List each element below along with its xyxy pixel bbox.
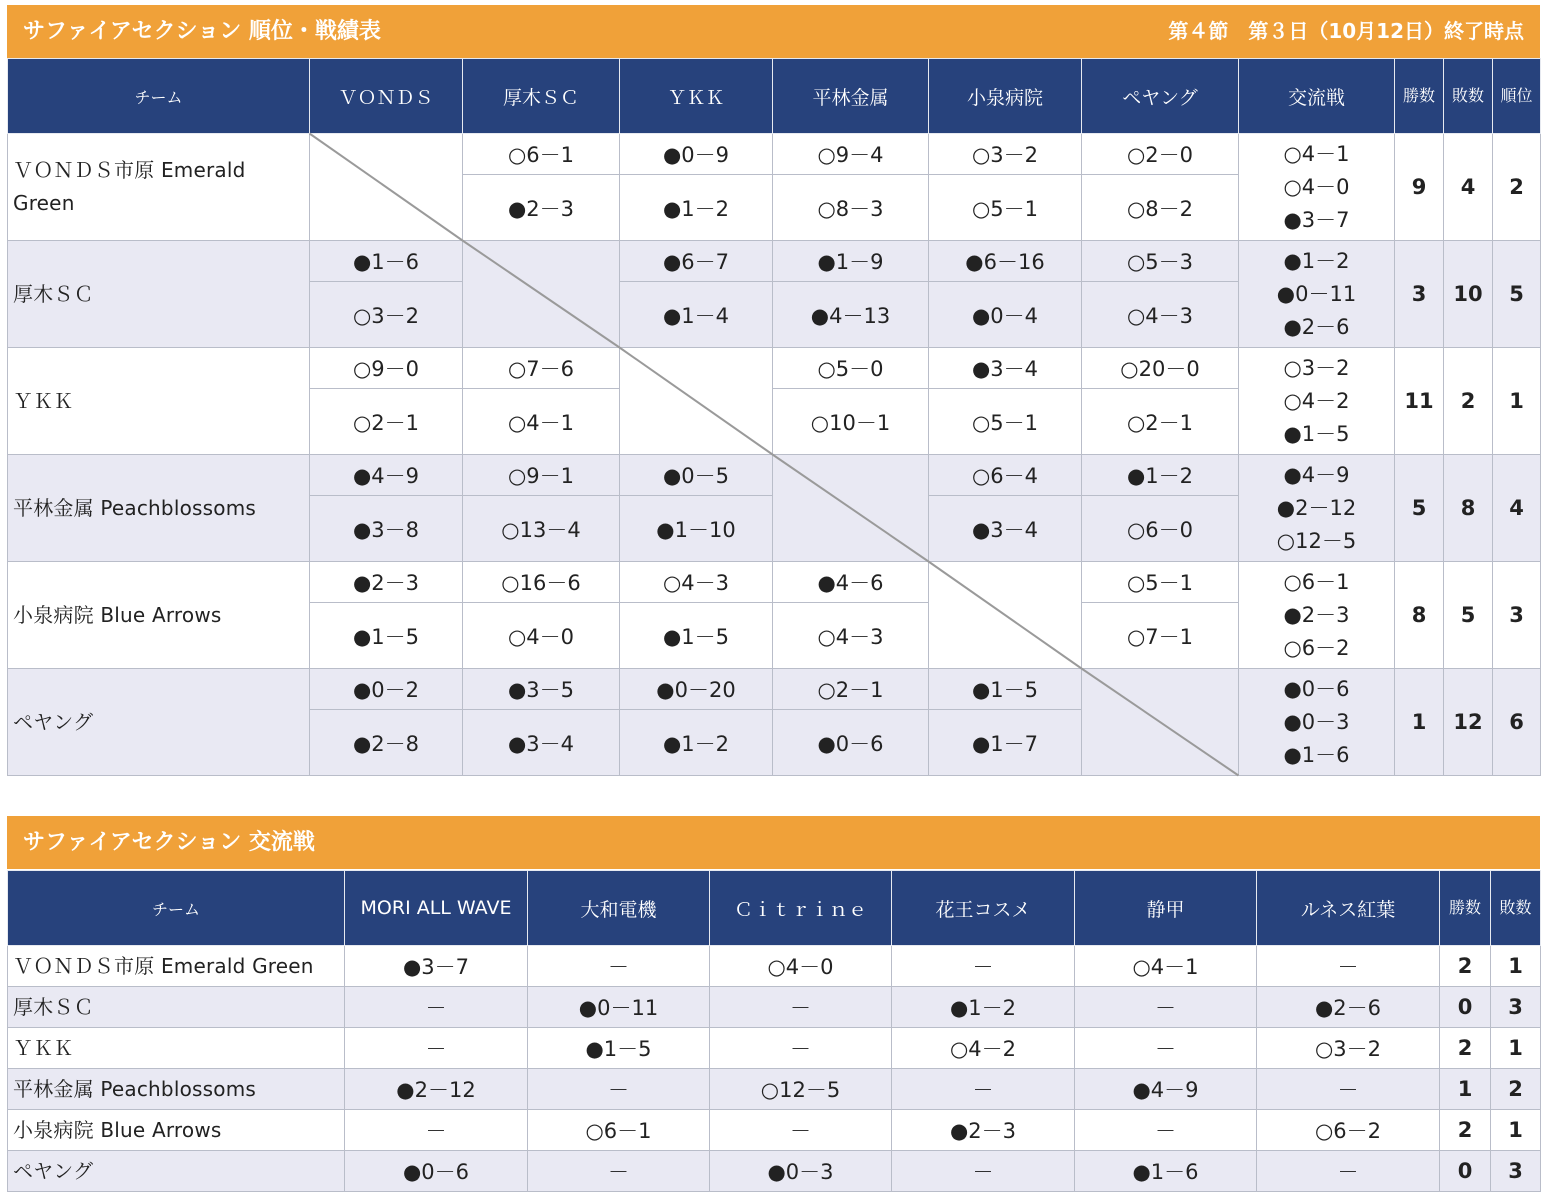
team-name: ペヤング — [8, 1151, 345, 1192]
interleague-results: ●4－9 ●2－12 ○12－5 — [1239, 455, 1395, 562]
losses-count: 2 — [1491, 1069, 1541, 1110]
interleague-results: ●0－6 ●0－3 ●1－6 — [1239, 669, 1395, 776]
game-result: － — [710, 987, 892, 1028]
standings-row — [8, 455, 1541, 496]
game-result: － — [710, 1028, 892, 1069]
game-result: ●1－7 — [929, 710, 1082, 776]
rank-count: 5 — [1493, 241, 1541, 348]
game-result: ○5－0 — [773, 348, 929, 389]
header-team: チーム — [8, 59, 310, 134]
header-rank: 順位 — [1493, 59, 1541, 134]
diagonal-cell — [620, 348, 773, 455]
game-result: ○13－4 — [463, 496, 620, 562]
standings-row — [8, 562, 1541, 603]
game-result: ●0－2 — [310, 669, 463, 710]
game-result: ○4－0 — [710, 946, 892, 987]
game-result: ●2－6 — [1257, 987, 1440, 1028]
game-result: ○2－1 — [773, 669, 929, 710]
interleague-row — [8, 1028, 1541, 1069]
diagonal-cell — [773, 455, 929, 562]
game-result: ●2－3 — [463, 175, 620, 241]
interleague-results: ○3－2 ○4－2 ●1－5 — [1239, 348, 1395, 455]
game-result: － — [1075, 1110, 1257, 1151]
game-result: ●1－2 — [892, 987, 1075, 1028]
team-name: ＶＯＮＤＳ市原 Emerald Green — [8, 134, 310, 241]
wins-count: 0 — [1440, 1151, 1491, 1192]
game-result: ○12－5 — [710, 1069, 892, 1110]
game-result: ●1－5 — [929, 669, 1082, 710]
standings-table — [7, 58, 1541, 776]
header-opponent: 大和電機 — [528, 871, 710, 946]
game-result: － — [528, 1069, 710, 1110]
game-result: ●0－5 — [620, 455, 773, 496]
wins-count: 11 — [1395, 348, 1444, 455]
wins-count: 9 — [1395, 134, 1444, 241]
game-result: ○5－3 — [1082, 241, 1239, 282]
team-name: 平林金属 Peachblossoms — [8, 1069, 345, 1110]
wins-count: 2 — [1440, 1110, 1491, 1151]
game-result: ●0－4 — [929, 282, 1082, 348]
game-result: ○8－2 — [1082, 175, 1239, 241]
game-result: － — [528, 946, 710, 987]
diagonal-cell — [1082, 669, 1239, 776]
header-losses: 敗数 — [1444, 59, 1493, 134]
wins-count: 0 — [1440, 987, 1491, 1028]
wins-count: 5 — [1395, 455, 1444, 562]
standings-status: 第４節 第３日（10月12日）終了時点 — [1168, 19, 1524, 43]
game-result: ●3－5 — [463, 669, 620, 710]
game-result: ○3－2 — [310, 282, 463, 348]
team-name: ＹＫＫ — [8, 348, 310, 455]
game-result: ○5－1 — [1082, 562, 1239, 603]
game-result: ○7－1 — [1082, 603, 1239, 669]
standings-title: サファイアセクション 順位・戦績表 — [23, 19, 381, 44]
rank-count: 1 — [1493, 348, 1541, 455]
game-result: ○4－2 — [892, 1028, 1075, 1069]
header-opponent: MORI ALL WAVE — [345, 871, 528, 946]
wins-count: 2 — [1440, 946, 1491, 987]
losses-count: 1 — [1491, 946, 1541, 987]
standings-row — [8, 669, 1541, 710]
team-name: ＹＫＫ — [8, 1028, 345, 1069]
game-result: ●4－6 — [773, 562, 929, 603]
game-result: ●0－9 — [620, 134, 773, 175]
interleague-banner — [7, 816, 1540, 869]
game-result: ●6－16 — [929, 241, 1082, 282]
header-opponent: 小泉病院 — [929, 59, 1082, 134]
game-result: － — [892, 946, 1075, 987]
game-result: ●0－20 — [620, 669, 773, 710]
interleague-header-row — [8, 871, 1541, 946]
wins-count: 1 — [1440, 1069, 1491, 1110]
header-opponent: ＹＫＫ — [620, 59, 773, 134]
interleague-row — [8, 1151, 1541, 1192]
diagonal-cell — [463, 241, 620, 348]
game-result: ○5－1 — [929, 175, 1082, 241]
losses-count: 10 — [1444, 241, 1493, 348]
game-result: ○7－6 — [463, 348, 620, 389]
game-result: ○10－1 — [773, 389, 929, 455]
header-team: チーム — [8, 871, 345, 946]
game-result: － — [528, 1151, 710, 1192]
wins-count: 2 — [1440, 1028, 1491, 1069]
game-result: ○4－3 — [773, 603, 929, 669]
game-result: － — [1075, 987, 1257, 1028]
game-result: ●2－3 — [892, 1110, 1075, 1151]
game-result: ●2－8 — [310, 710, 463, 776]
wins-count: 8 — [1395, 562, 1444, 669]
game-result: ●1－4 — [620, 282, 773, 348]
game-result: － — [1257, 946, 1440, 987]
losses-count: 2 — [1444, 348, 1493, 455]
header-opponent: 花王コスメ — [892, 871, 1075, 946]
team-name: 小泉病院 Blue Arrows — [8, 562, 310, 669]
game-result: － — [1257, 1151, 1440, 1192]
losses-count: 3 — [1491, 987, 1541, 1028]
game-result: ●3－4 — [929, 348, 1082, 389]
diagonal-cell — [310, 134, 463, 241]
game-result: － — [1257, 1069, 1440, 1110]
game-result: ○8－3 — [773, 175, 929, 241]
game-result: ●1－2 — [620, 175, 773, 241]
game-result: ○4－1 — [1075, 946, 1257, 987]
game-result: ○9－1 — [463, 455, 620, 496]
header-wins: 勝数 — [1395, 59, 1444, 134]
game-result: ●3－4 — [929, 496, 1082, 562]
header-opponent: ルネス紅葉 — [1257, 871, 1440, 946]
game-result: ○20－0 — [1082, 348, 1239, 389]
game-result: ○2－0 — [1082, 134, 1239, 175]
game-result: － — [710, 1110, 892, 1151]
rank-count: 4 — [1493, 455, 1541, 562]
game-result: ○2－1 — [1082, 389, 1239, 455]
interleague-row — [8, 987, 1541, 1028]
game-result: ●3－7 — [345, 946, 528, 987]
game-result: － — [1075, 1028, 1257, 1069]
losses-count: 8 — [1444, 455, 1493, 562]
team-name: ＶＯＮＤＳ市原 Emerald Green — [8, 946, 345, 987]
game-result: ○5－1 — [929, 389, 1082, 455]
header-opponent: 平林金属 — [773, 59, 929, 134]
team-name: 厚木ＳＣ — [8, 987, 345, 1028]
header-opponent: Ｃｉｔｒｉｎｅ — [710, 871, 892, 946]
header-interleague: 交流戦 — [1239, 59, 1395, 134]
standings-banner — [7, 5, 1540, 58]
interleague-row — [8, 946, 1541, 987]
game-result: ○4－0 — [463, 603, 620, 669]
game-result: ○6－2 — [1257, 1110, 1440, 1151]
game-result: ○2－1 — [310, 389, 463, 455]
header-wins: 勝数 — [1440, 871, 1491, 946]
game-result: － — [892, 1151, 1075, 1192]
game-result: ○16－6 — [463, 562, 620, 603]
game-result: ○3－2 — [1257, 1028, 1440, 1069]
game-result: ●1－6 — [310, 241, 463, 282]
game-result: ○3－2 — [929, 134, 1082, 175]
wins-count: 3 — [1395, 241, 1444, 348]
header-opponent: 静甲 — [1075, 871, 1257, 946]
interleague-row — [8, 1069, 1541, 1110]
game-result: ○9－4 — [773, 134, 929, 175]
game-result: － — [345, 1110, 528, 1151]
game-result: － — [345, 1028, 528, 1069]
game-result: ●1－5 — [528, 1028, 710, 1069]
header-losses: 敗数 — [1491, 871, 1541, 946]
game-result: ●1－2 — [620, 710, 773, 776]
game-result: ○6－0 — [1082, 496, 1239, 562]
game-result: ○4－1 — [463, 389, 620, 455]
losses-count: 1 — [1491, 1110, 1541, 1151]
losses-count: 1 — [1491, 1028, 1541, 1069]
game-result: ●0－3 — [710, 1151, 892, 1192]
game-result: ●3－4 — [463, 710, 620, 776]
game-result: ○4－3 — [1082, 282, 1239, 348]
header-opponent: ＶＯＮＤＳ — [310, 59, 463, 134]
rank-count: 2 — [1493, 134, 1541, 241]
game-result: － — [345, 987, 528, 1028]
game-result: ●2－12 — [345, 1069, 528, 1110]
standings-row — [8, 348, 1541, 389]
interleague-results: ●1－2 ●0－11 ●2－6 — [1239, 241, 1395, 348]
header-opponent: ペヤング — [1082, 59, 1239, 134]
interleague-results: ○6－1 ●2－3 ○6－2 — [1239, 562, 1395, 669]
rank-count: 3 — [1493, 562, 1541, 669]
game-result: ●1－9 — [773, 241, 929, 282]
game-result: ●0－6 — [345, 1151, 528, 1192]
game-result: ●1－6 — [1075, 1151, 1257, 1192]
game-result: ●4－9 — [1075, 1069, 1257, 1110]
wins-count: 1 — [1395, 669, 1444, 776]
game-result: ●6－7 — [620, 241, 773, 282]
game-result: ●0－6 — [773, 710, 929, 776]
interleague-results: ○4－1 ○4－0 ●3－7 — [1239, 134, 1395, 241]
losses-count: 4 — [1444, 134, 1493, 241]
losses-count: 3 — [1491, 1151, 1541, 1192]
team-name: 厚木ＳＣ — [8, 241, 310, 348]
interleague-table — [7, 870, 1541, 1192]
header-opponent: 厚木ＳＣ — [463, 59, 620, 134]
game-result: ●2－3 — [310, 562, 463, 603]
standings-header-row — [8, 59, 1541, 134]
game-result: ○6－4 — [929, 455, 1082, 496]
interleague-row — [8, 1110, 1541, 1151]
standings-row — [8, 241, 1541, 282]
rank-count: 6 — [1493, 669, 1541, 776]
game-result: － — [892, 1069, 1075, 1110]
team-name: 平林金属 Peachblossoms — [8, 455, 310, 562]
standings-row — [8, 134, 1541, 175]
interleague-title: サファイアセクション 交流戦 — [23, 830, 315, 855]
game-result: ○4－3 — [620, 562, 773, 603]
team-name: 小泉病院 Blue Arrows — [8, 1110, 345, 1151]
diagonal-cell — [929, 562, 1082, 669]
game-result: ●1－10 — [620, 496, 773, 562]
game-result: ●0－11 — [528, 987, 710, 1028]
game-result: ●4－9 — [310, 455, 463, 496]
game-result: ●4－13 — [773, 282, 929, 348]
game-result: ●1－5 — [620, 603, 773, 669]
game-result: ●1－5 — [310, 603, 463, 669]
game-result: ○6－1 — [528, 1110, 710, 1151]
losses-count: 5 — [1444, 562, 1493, 669]
losses-count: 12 — [1444, 669, 1493, 776]
game-result: ●1－2 — [1082, 455, 1239, 496]
game-result: ●3－8 — [310, 496, 463, 562]
game-result: ○6－1 — [463, 134, 620, 175]
game-result: ○9－0 — [310, 348, 463, 389]
team-name: ペヤング — [8, 669, 310, 776]
